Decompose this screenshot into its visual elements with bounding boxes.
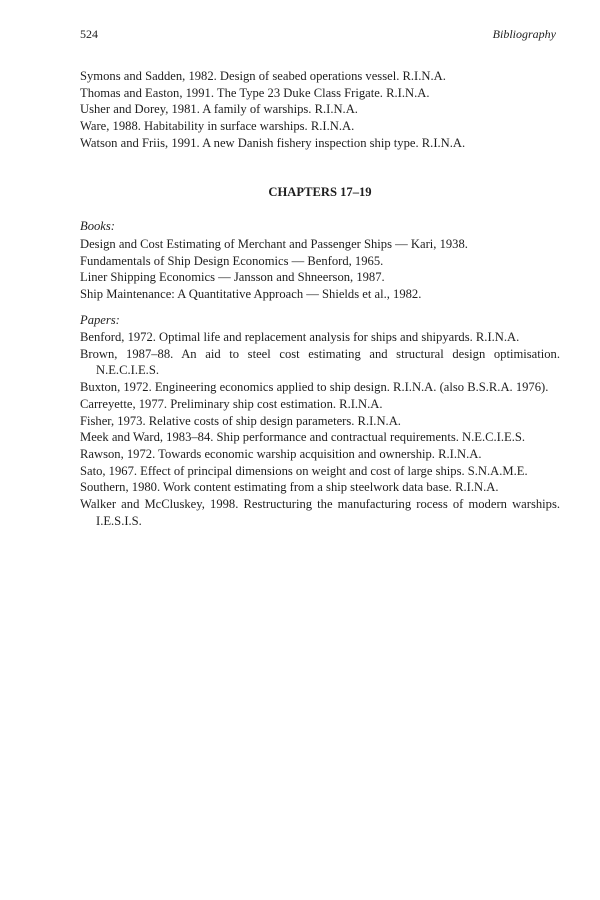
chapter-heading: CHAPTERS 17–19: [268, 185, 372, 199]
reference-entry: Usher and Dorey, 1981. A family of warships. R.I.N.A.: [80, 102, 358, 117]
book-entry: Ship Maintenance: A Quantitative Approach — Shields et al., 1982.: [80, 287, 422, 302]
papers-label: Papers:: [80, 313, 120, 327]
paper-entry: Benford, 1972. Optimal life and replacement analysis for ships and shipyards. R.I.N.A.: [80, 330, 520, 344]
paper-entry: Walker and McCluskey, 1998. Restructuring the manufacturing rocess of modern warships. I.E.S.I.S.: [80, 497, 560, 528]
book-entry: Fundamentals of Ship Design Economics — Benford, 1965.: [80, 253, 384, 268]
paper-entry: Fisher, 1973. Relative costs of ship design parameters. R.I.N.A.: [80, 413, 401, 428]
reference-entry: Symons and Sadden, 1982. Design of seabed operations vessel. R.I.N.A.: [80, 69, 446, 83]
paper-entry: Carreyette, 1977. Preliminary ship cost estimation. R.I.N.A.: [80, 396, 383, 411]
paper-entry: Brown, 1987–88. An aid to steel cost estimating and structural design optimisation. N.E.C.I.E.S.: [80, 346, 560, 378]
books-list: [80, 236, 560, 303]
paper-entry: Southern, 1980. Work content estimating from a ship steelwork data base. R.I.N.A.: [80, 480, 499, 495]
reference-entry: Watson and Friis, 1991. A new Danish fishery inspection ship type. R.I.N.A.: [80, 135, 466, 150]
papers-list: [80, 329, 560, 529]
paper-entry: Rawson, 1972. Towards economic warship acquisition and ownership. R.I.N.A.: [80, 446, 482, 461]
book-entry: Design and Cost Estimating of Merchant and Passenger Ships — Kari, 1938.: [80, 237, 468, 251]
paper-entry: Meek and Ward, 1983–84. Ship performance and contractual requirements. N.E.C.I.E.S.: [80, 430, 526, 445]
reference-entry: Thomas and Easton, 1991. The Type 23 Duke Class Frigate. R.I.N.A.: [80, 85, 430, 100]
reference-entry: Ware, 1988. Habitability in surface warships. R.I.N.A.: [80, 119, 355, 134]
books-label: Books:: [80, 219, 115, 233]
paper-entry: Sato, 1967. Effect of principal dimensions on weight and cost of large ships. S.N.A.M.E.: [80, 463, 528, 478]
book-entry: Liner Shipping Economics — Jansson and Shneerson, 1987.: [80, 270, 385, 285]
paper-entry: Buxton, 1972. Engineering economics applied to ship design. R.I.N.A. (also B.S.R.A. 1976).: [80, 380, 549, 395]
reference-list-top: [80, 68, 560, 152]
page-number: 524: [80, 27, 98, 41]
running-head: Bibliography: [492, 27, 556, 41]
